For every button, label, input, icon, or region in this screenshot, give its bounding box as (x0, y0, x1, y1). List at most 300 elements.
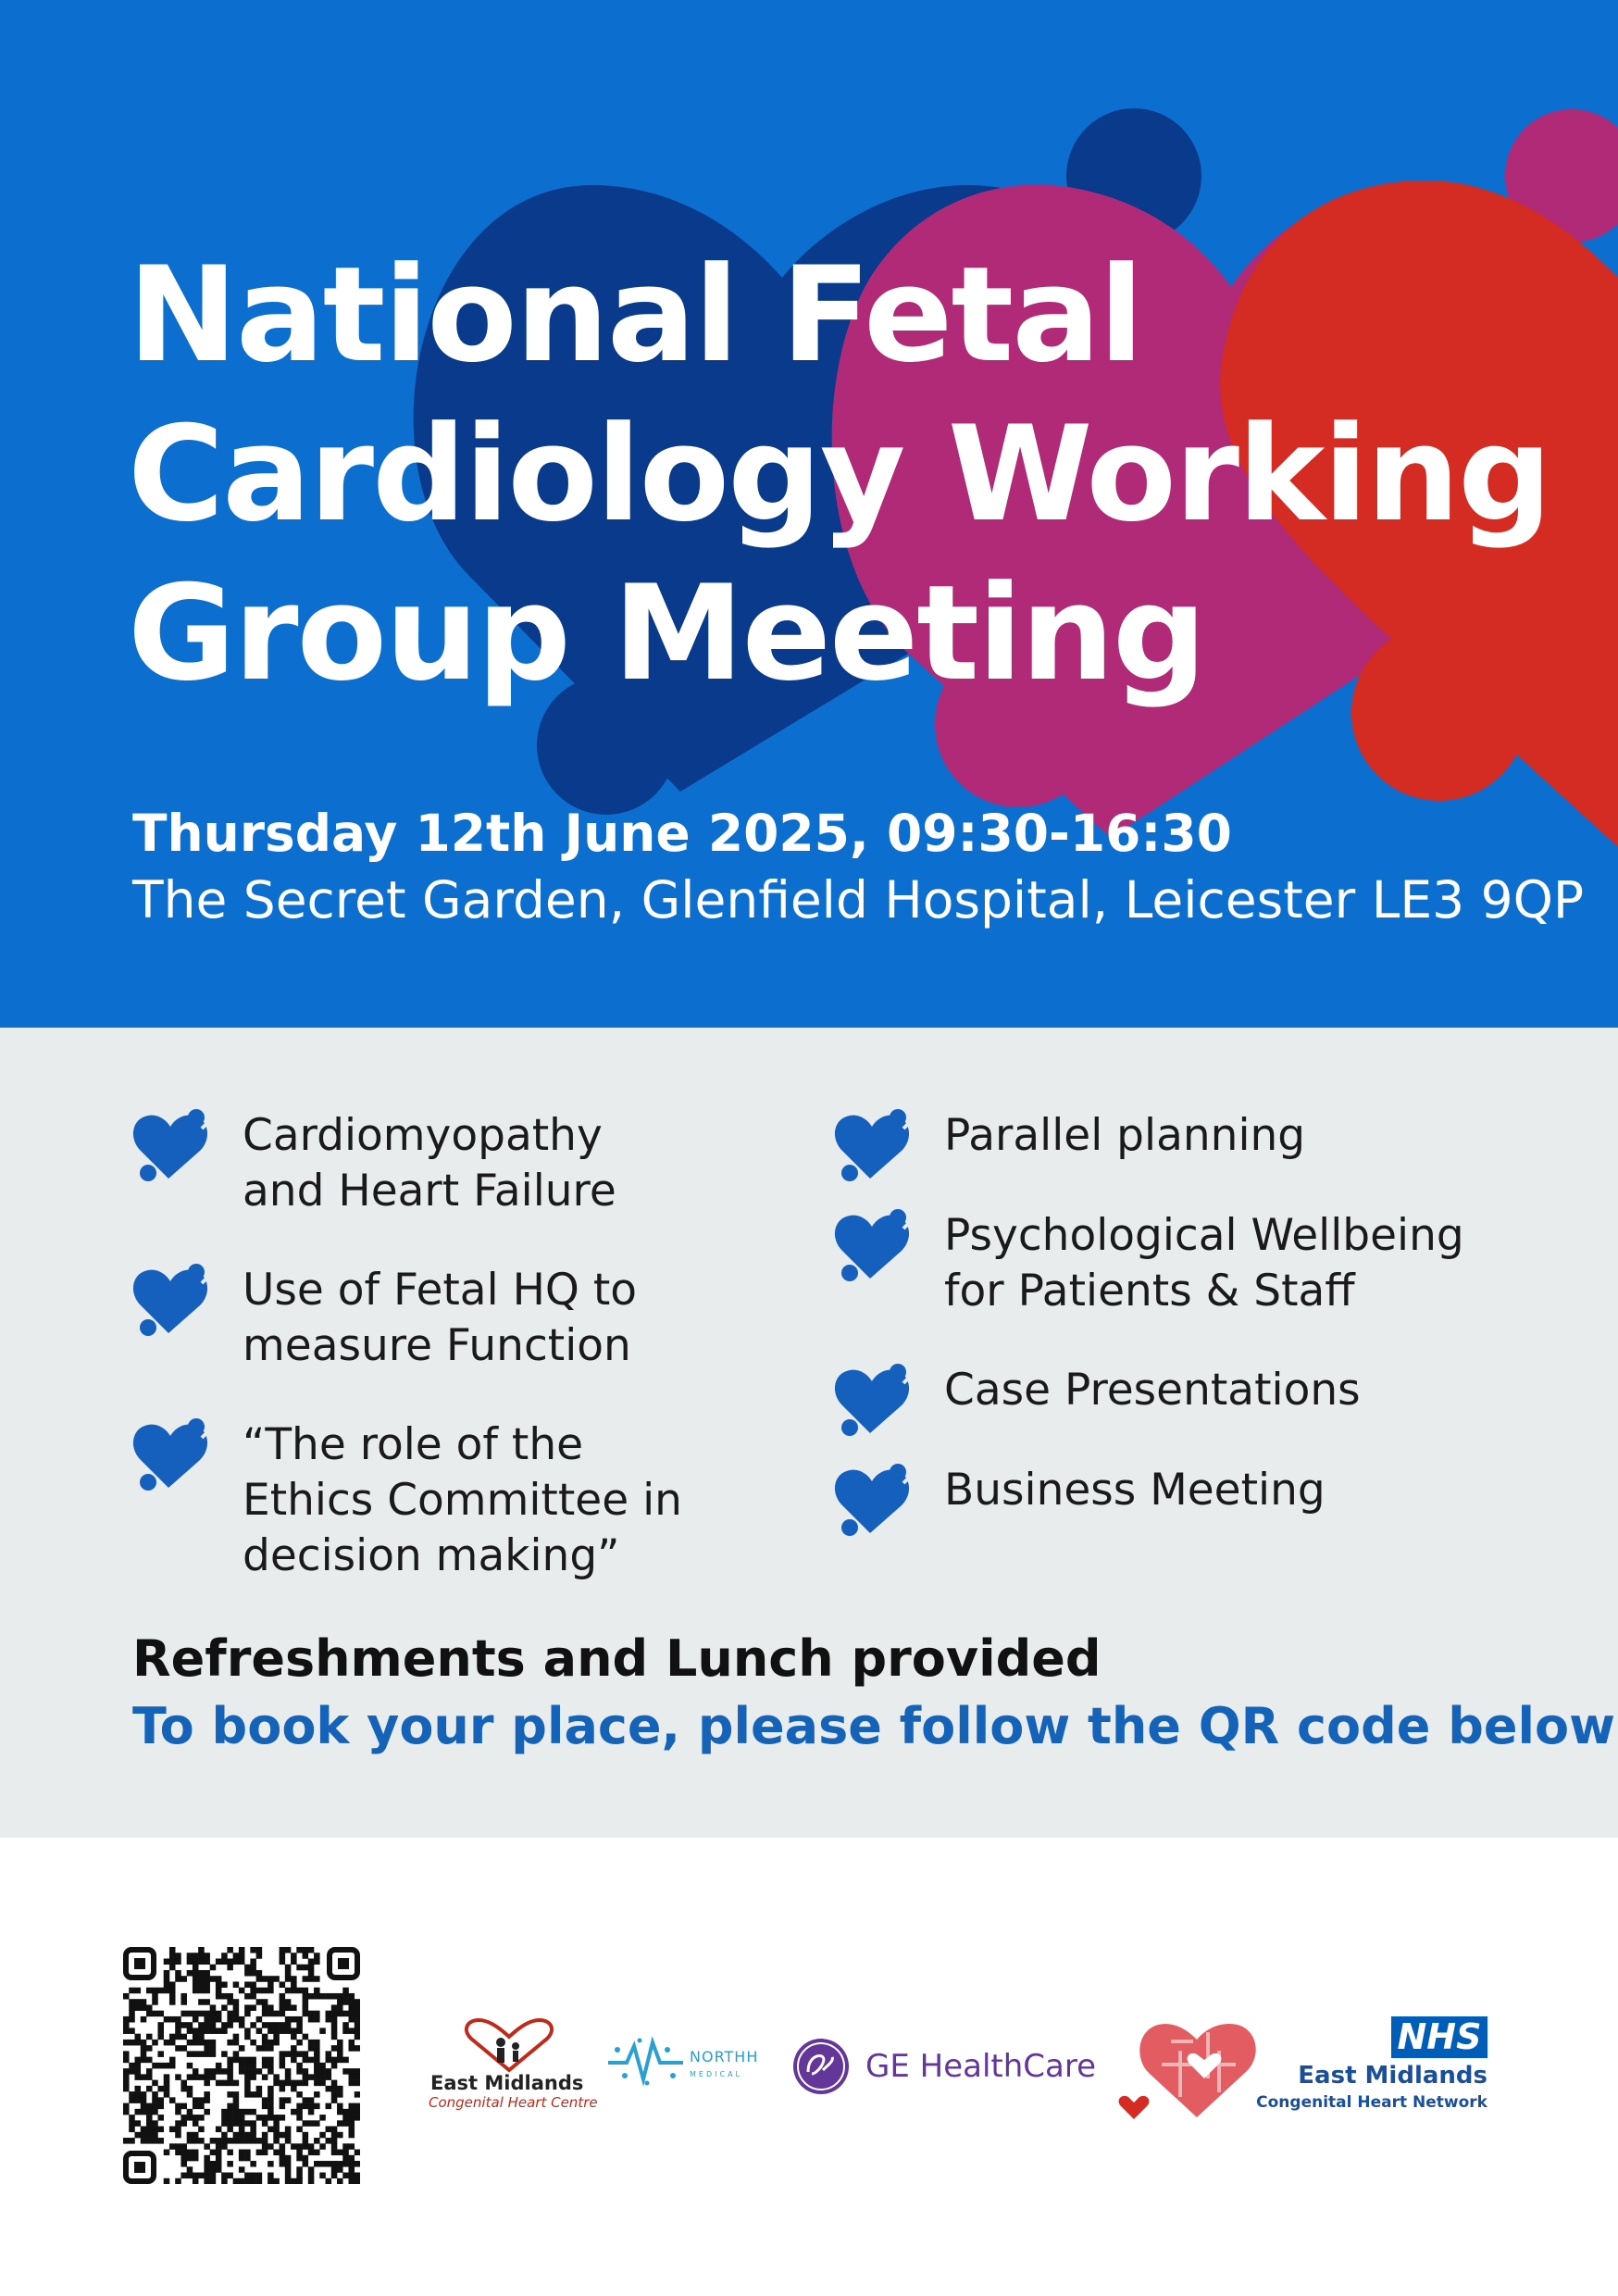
qr-module (280, 2057, 286, 2064)
qr-module (227, 2109, 233, 2115)
event-title (128, 236, 1550, 714)
qr-module (280, 2150, 286, 2156)
qr-module (355, 2109, 360, 2115)
qr-module (273, 2080, 280, 2087)
qr-module (129, 1988, 135, 1994)
qr-module (239, 2166, 245, 2173)
qr-module (187, 2138, 193, 2144)
qr-module (169, 2057, 176, 2064)
qr-module (285, 1970, 292, 1977)
qr-module (291, 2178, 297, 2184)
qr-module (296, 2143, 303, 2150)
qr-module (198, 2097, 205, 2103)
qr-module (157, 2011, 164, 2017)
qr-module (331, 2150, 338, 2156)
qr-module (193, 1988, 199, 1994)
qr-module (256, 2138, 263, 2144)
qr-module (296, 2068, 303, 2075)
qr-module (280, 2011, 286, 2017)
qr-module (296, 2103, 303, 2110)
qr-module (233, 2034, 240, 2040)
qr-module (169, 1965, 176, 1971)
qr-module (233, 2040, 240, 2046)
qr-module (308, 1958, 315, 1965)
qr-module (164, 1970, 170, 1977)
qr-module (268, 2045, 274, 2052)
qr-module (210, 2016, 217, 2023)
qr-module (337, 1999, 343, 2005)
qr-module (210, 2051, 217, 2057)
qr-module (129, 1999, 135, 2005)
qr-module (227, 2074, 233, 2080)
qr-module (221, 2028, 228, 2034)
qr-module (285, 2161, 292, 2167)
qr-module (331, 2143, 338, 2150)
qr-module (175, 2045, 181, 2052)
qr-module (233, 2080, 240, 2087)
qr-module (152, 1999, 158, 2005)
qr-module (221, 1958, 228, 1965)
qr-module (296, 2028, 303, 2034)
qr-module (227, 2115, 233, 2121)
qr-module (239, 2120, 245, 2127)
qr-module (280, 1947, 286, 1953)
qr-module (280, 2132, 286, 2139)
qr-module (180, 1993, 187, 2000)
qr-module (123, 2051, 130, 2057)
qr-module (256, 2028, 263, 2034)
qr-module (134, 1999, 141, 2005)
qr-module (308, 2074, 315, 2080)
qr-module (193, 2138, 199, 2144)
qr-module (280, 2051, 286, 2057)
qr-module (152, 1988, 158, 1994)
qr-module (331, 2091, 338, 2098)
qr-module (280, 2004, 286, 2011)
agenda-item-text: “The role of the Ethics Committee in decision making” (243, 1419, 682, 1581)
qr-module (193, 1958, 199, 1965)
qr-module (157, 2034, 164, 2040)
qr-module (314, 1988, 320, 1994)
qr-module (134, 2097, 141, 2103)
qr-module (141, 1999, 147, 2005)
qr-module (285, 2178, 292, 2184)
qr-module (141, 2091, 147, 2098)
qr-module (280, 2155, 286, 2162)
qr-module (319, 2068, 326, 2075)
qr-module (280, 1953, 286, 1959)
qr-module (193, 2074, 199, 2080)
qr-module (227, 2173, 233, 2179)
qr-module (319, 2074, 326, 2080)
qr-module (273, 2034, 280, 2040)
qr-module (134, 2057, 141, 2064)
qr-module (349, 2004, 355, 2011)
qr-module (273, 1976, 280, 1982)
qr-module (157, 1988, 164, 1994)
qr-module (198, 2028, 205, 2034)
qr-module (308, 1965, 315, 1971)
qr-module (331, 2011, 338, 2017)
agenda-item-text: Parallel planning (944, 1110, 1306, 1161)
qr-module (204, 1970, 210, 1977)
qr-module (342, 2161, 349, 2167)
heart-puzzle-icon (831, 1363, 916, 1441)
qr-module (303, 2161, 309, 2167)
qr-module (250, 2074, 256, 2080)
qr-module (233, 2016, 240, 2023)
qr-module (303, 1988, 309, 1994)
qr-module (337, 2051, 343, 2057)
qr-module (239, 1958, 245, 1965)
qr-module (239, 2178, 245, 2184)
qr-module (273, 2115, 280, 2121)
qr-module (221, 2178, 228, 2184)
qr-module (216, 1981, 222, 1988)
qr-module (273, 2178, 280, 2184)
qr-module (337, 2178, 343, 2184)
qr-module (268, 2143, 274, 2150)
qr-module (291, 2004, 297, 2011)
qr-module (123, 1993, 130, 2000)
qr-module (169, 1999, 176, 2005)
qr-module (157, 2022, 164, 2028)
qr-module (303, 2004, 309, 2011)
qr-module (268, 1976, 274, 1982)
qr-module (123, 2028, 130, 2034)
qr-module (296, 2063, 303, 2069)
qr-module (198, 2074, 205, 2080)
qr-module (187, 2051, 193, 2057)
qr-module (204, 2016, 210, 2023)
qr-module (152, 2063, 158, 2069)
qr-module (319, 2115, 326, 2121)
qr-module (319, 2063, 326, 2069)
qr-module (296, 1947, 303, 1953)
qr-module (291, 2080, 297, 2087)
qr-module (169, 1947, 176, 1953)
qr-module (180, 2086, 187, 2092)
qr-module (193, 2034, 199, 2040)
emch-logo-subtitle: Congenital Heart Centre (429, 2094, 598, 2111)
qr-module (244, 2034, 251, 2040)
qr-module (164, 2040, 170, 2046)
qr-module (216, 2155, 222, 2162)
qr-module (134, 2132, 141, 2139)
qr-module (123, 2022, 130, 2028)
qr-module (210, 2004, 217, 2011)
qr-module (337, 2150, 343, 2156)
qr-module (180, 2150, 187, 2156)
qr-module (216, 1958, 222, 1965)
qr-module (198, 2034, 205, 2040)
qr-module (216, 1993, 222, 2000)
qr-module (216, 2080, 222, 2087)
qr-module (244, 2132, 251, 2139)
qr-module (285, 2173, 292, 2179)
qr-module (355, 2150, 360, 2156)
qr-module (349, 2016, 355, 2023)
qr-module (221, 2051, 228, 2057)
qr-module (141, 2074, 147, 2080)
qr-module (198, 1953, 205, 1959)
qr-module (152, 2080, 158, 2087)
qr-module (319, 2143, 326, 2150)
qr-module (210, 2040, 217, 2046)
qr-module (349, 2109, 355, 2115)
qr-module (337, 2086, 343, 2092)
network-logo-subtitle: Congenital Heart Network (1256, 2093, 1487, 2112)
qr-module (308, 2057, 315, 2064)
qr-module (227, 2127, 233, 2133)
qr-module (285, 2004, 292, 2011)
qr-module (221, 2022, 228, 2028)
qr-module (256, 2086, 263, 2092)
qr-module (129, 2115, 135, 2121)
qr-module (303, 1999, 309, 2005)
qr-module (187, 2040, 193, 2046)
qr-module (244, 1965, 251, 1971)
qr-module (210, 2045, 217, 2052)
qr-module (227, 2091, 233, 2098)
northh-logo-name: NORTHH (690, 2048, 759, 2065)
qr-module (221, 2120, 228, 2127)
qr-module (285, 2028, 292, 2034)
qr-module (342, 2155, 349, 2162)
qr-module (308, 1947, 315, 1953)
qr-module (169, 1958, 176, 1965)
qr-module (262, 2004, 268, 2011)
title-line-3: Group Meeting (128, 557, 1205, 710)
qr-module (262, 2103, 268, 2110)
qr-module (303, 2080, 309, 2087)
qr-module (227, 2040, 233, 2046)
heart-puzzle-icon (130, 1263, 215, 1341)
qr-module (204, 2080, 210, 2087)
qr-module (268, 2103, 274, 2110)
qr-module (273, 2040, 280, 2046)
qr-module (303, 2155, 309, 2162)
qr-module (349, 2178, 355, 2184)
qr-module (319, 1993, 326, 2000)
qr-module (152, 2127, 158, 2133)
qr-module (134, 2091, 141, 2098)
qr-module (204, 2161, 210, 2167)
qr-module (296, 1965, 303, 1971)
qr-module (355, 2103, 360, 2110)
qr-module (175, 2109, 181, 2115)
qr-module (152, 2011, 158, 2017)
qr-module (337, 2011, 343, 2017)
qr-module (146, 2034, 153, 2040)
qr-module (303, 2120, 309, 2127)
qr-module (152, 2109, 158, 2115)
qr-module (314, 2074, 320, 2080)
qr-module (308, 1970, 315, 1977)
qr-module (123, 2016, 130, 2023)
booking-qr-code[interactable] (123, 1947, 360, 2184)
qr-module (342, 2150, 349, 2156)
qr-module (141, 2051, 147, 2057)
qr-module (129, 2016, 135, 2023)
qr-module (198, 2022, 205, 2028)
qr-module (349, 2045, 355, 2052)
qr-module (193, 2097, 199, 2103)
qr-module (204, 2178, 210, 2184)
qr-module (134, 2068, 141, 2075)
qr-module (280, 2028, 286, 2034)
qr-module (233, 1981, 240, 1988)
qr-module (204, 1981, 210, 1988)
qr-module (303, 1965, 309, 1971)
qr-module (349, 2161, 355, 2167)
qr-module (146, 2074, 153, 2080)
qr-module (198, 2011, 205, 2017)
qr-module (169, 1988, 176, 1994)
qr-module (308, 2143, 315, 2150)
qr-module (273, 2127, 280, 2133)
qr-module (129, 2091, 135, 2098)
qr-module (164, 1976, 170, 1982)
emch-logo-name: East Midlands (430, 2072, 584, 2094)
qr-module (169, 2097, 176, 2103)
booking-instruction: To book your place, please follow the QR code below (132, 1697, 1615, 1755)
qr-module (268, 2097, 274, 2103)
qr-module (134, 2063, 141, 2069)
qr-module (285, 2022, 292, 2028)
qr-module (285, 2016, 292, 2023)
qr-module (296, 2150, 303, 2156)
qr-module (331, 1993, 338, 2000)
qr-module (308, 2011, 315, 2017)
qr-module (244, 2150, 251, 2156)
qr-module (250, 2132, 256, 2139)
qr-module (180, 2045, 187, 2052)
qr-module (204, 1953, 210, 1959)
qr-module (244, 2068, 251, 2075)
qr-module (123, 2138, 130, 2144)
qr-module (239, 2063, 245, 2069)
qr-module (314, 2103, 320, 2110)
qr-module (308, 2178, 315, 2184)
qr-module (303, 1976, 309, 1982)
qr-module (250, 2127, 256, 2133)
qr-module (204, 2011, 210, 2017)
qr-module (262, 2057, 268, 2064)
qr-module (227, 2022, 233, 2028)
qr-module (303, 2057, 309, 2064)
qr-module (193, 2011, 199, 2017)
qr-module (303, 1947, 309, 1953)
qr-module (308, 2040, 315, 2046)
qr-module (129, 2138, 135, 2144)
qr-module (303, 2011, 309, 2017)
qr-module (337, 2045, 343, 2052)
qr-module (152, 2138, 158, 2144)
qr-module (337, 2103, 343, 2110)
agenda-item-text: Psychological Wellbeing for Patients & Staff (944, 1210, 1464, 1316)
qr-module (355, 2074, 360, 2080)
qr-module (326, 2178, 332, 2184)
qr-module (146, 2004, 153, 2011)
qr-module (250, 2063, 256, 2069)
qr-module (216, 2150, 222, 2156)
qr-module (210, 2068, 217, 2075)
qr-module (256, 2091, 263, 2098)
qr-module (314, 2057, 320, 2064)
qr-module (337, 2091, 343, 2098)
qr-module (256, 2068, 263, 2075)
qr-module (337, 2040, 343, 2046)
qr-module (273, 2022, 280, 2028)
qr-module (285, 2051, 292, 2057)
qr-module (123, 2057, 130, 2064)
qr-module (204, 2068, 210, 2075)
qr-module (164, 2178, 170, 2184)
qr-module (250, 1947, 256, 1953)
qr-module (262, 2063, 268, 2069)
qr-module (152, 2091, 158, 2098)
qr-module (204, 2091, 210, 2098)
qr-module (244, 2028, 251, 2034)
qr-module (187, 2011, 193, 2017)
qr-module (355, 2034, 360, 2040)
qr-module (193, 2178, 199, 2184)
qr-module (349, 2127, 355, 2133)
qr-module (285, 2080, 292, 2087)
qr-module (164, 1981, 170, 1988)
qr-module (342, 2109, 349, 2115)
qr-module (123, 2040, 130, 2046)
qr-module (175, 2103, 181, 2110)
qr-module (227, 1999, 233, 2005)
qr-module (296, 2115, 303, 2121)
qr-module (193, 1976, 199, 1982)
qr-module (129, 2120, 135, 2127)
qr-module (342, 2028, 349, 2034)
qr-module (349, 2080, 355, 2087)
qr-module (256, 2150, 263, 2156)
qr-module (175, 1970, 181, 1977)
qr-module (285, 2138, 292, 2144)
qr-module (204, 1958, 210, 1965)
northh-waveform-logo-icon (606, 2037, 685, 2088)
qr-module (355, 2178, 360, 2184)
qr-module (262, 2040, 268, 2046)
qr-module (349, 2132, 355, 2139)
qr-module (331, 2045, 338, 2052)
qr-module (303, 2051, 309, 2057)
qr-module (216, 2138, 222, 2144)
qr-module (239, 1953, 245, 1959)
qr-module (314, 2051, 320, 2057)
qr-module (268, 2161, 274, 2167)
qr-module (250, 2109, 256, 2115)
qr-module (331, 2057, 338, 2064)
qr-module (349, 2143, 355, 2150)
qr-module (244, 2086, 251, 2092)
qr-module (296, 2022, 303, 2028)
qr-module (342, 2143, 349, 2150)
qr-module (233, 2091, 240, 2098)
refreshments-note: Refreshments and Lunch provided (132, 1629, 1101, 1688)
qr-module (250, 2161, 256, 2167)
qr-module (355, 2045, 360, 2052)
qr-module (314, 1958, 320, 1965)
qr-module (308, 2173, 315, 2179)
qr-module (268, 2127, 274, 2133)
qr-module (262, 1988, 268, 1994)
